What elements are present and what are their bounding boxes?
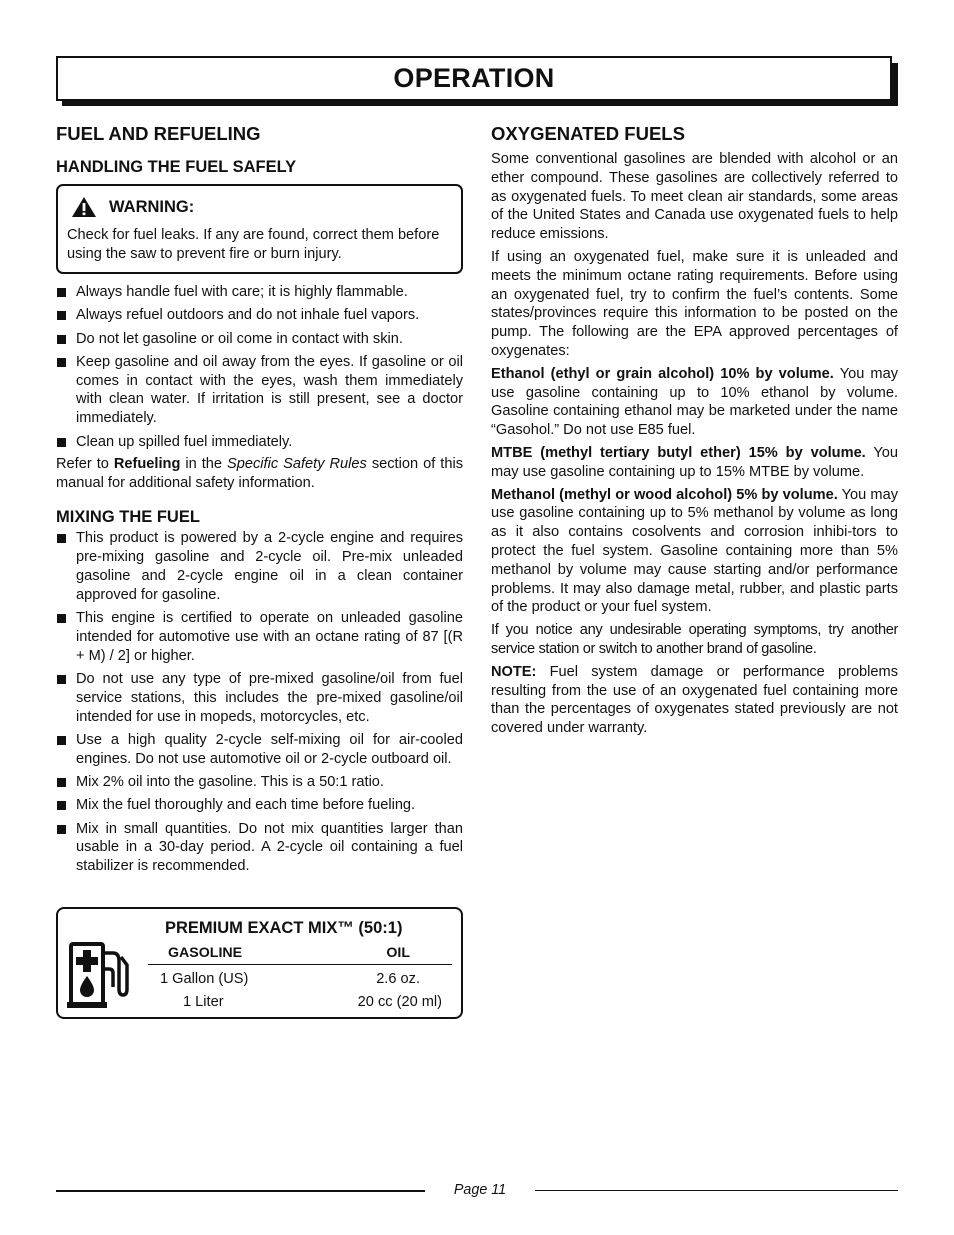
left-column: [56, 122, 463, 881]
list-item: Keep gasoline and oil away from the eyes. If gasoline or oil comes in contact with the eyes, wash them immediately with clean water. If irritation is still present, see a doctor immediately.: [56, 353, 463, 428]
refer-bold: Refueling: [113, 455, 181, 472]
list-item: Always handle fuel with care; it is highly flammable.: [56, 283, 463, 302]
bullet-square-icon: [57, 288, 66, 297]
bullet-square-icon: [57, 534, 66, 543]
oxygenated-para2: If using an oxygenated fuel, make sure it is unleaded and meets the minimum octane rating requirements. Before using an oxygenated fuel, try to confirm the fuel’s contents. Some states/provinces require this information to be posted on the pump. The following are the EPA approved percentages of oxygenates:: [491, 248, 898, 359]
mix-table: [148, 945, 452, 1011]
bullet-square-icon: [57, 736, 66, 745]
list-item: Mix in small quantities. Do not mix quantities larger than usable in a 30-day period. A 2-cycle oil containing a fuel stabilizer is recommended.: [56, 820, 463, 876]
table-row: 1 Liter 20 cc (20 ml): [183, 994, 442, 1010]
subsection-title-handling-fuel: HANDLING THE FUEL SAFELY: [56, 158, 297, 176]
page-title: OPERATION: [393, 63, 555, 93]
list-item: Clean up spilled fuel immediately.: [56, 433, 463, 452]
footer-rule-right: [535, 1190, 898, 1191]
bullet-square-icon: [57, 825, 66, 834]
bullet-square-icon: [57, 675, 66, 684]
header-box: [56, 56, 892, 101]
symptoms-paragraph: If you notice any undesirable operating symptoms, try another service station or switch to another brand of gasoline.: [491, 622, 898, 657]
list-item: Always refuel outdoors and do not inhale fuel vapors.: [56, 306, 463, 325]
refer-paragraph: Refer to Refueling in the Specific Safety Rules section of this manual for additional safety information.: [56, 455, 463, 491]
bullet-square-icon: [57, 311, 66, 320]
mix-col-oil: OIL: [305, 945, 452, 965]
bullet-square-icon: [57, 801, 66, 810]
list-item: Mix 2% oil into the gasoline. This is a 50:1 ratio.: [56, 773, 463, 792]
list-item: Mix the fuel thoroughly and each time before fueling.: [56, 796, 463, 815]
warning-triangle-icon: [71, 196, 97, 218]
bullet-square-icon: [57, 614, 66, 623]
page-number: Page 11: [453, 1182, 507, 1198]
table-row: 1 Gallon (US) 2.6 oz.: [160, 971, 420, 987]
list-item: This product is powered by a 2-cycle engine and requires pre-mixing gasoline and 2-cycle oil. Pre-mix unleaded gasoline and 2-cycle engine oil in a clean container approved for gasoline.: [56, 529, 463, 604]
right-column: [491, 122, 898, 738]
mix-col-gasoline: GASOLINE: [148, 945, 305, 965]
bullet-square-icon: [57, 335, 66, 344]
refer-italic: Specific Safety Rules: [227, 455, 367, 472]
bullet-square-icon: [57, 778, 66, 787]
subsection-title-mixing-fuel: MIXING THE FUEL: [56, 508, 200, 527]
oxygenated-intro: Some conventional gasolines are blended with alcohol or an ether compound. These gasolines are collectively referred to as oxygenated fuels. To meet clean air standards, some areas of the United States and Canada use oxygenated fuels to help reduce emissions.: [491, 151, 898, 243]
list-item: This engine is certified to operate on unleaded gasoline intended for automotive use with an octane rating of 87 [(R + M) / 2] or higher.: [56, 609, 463, 665]
warning-box: [56, 184, 463, 274]
mtbe-paragraph: MTBE (methyl tertiary butyl ether) 15% by volume. You may use gasoline containing up to 15% MTBE by volume.: [491, 444, 899, 480]
bullet-square-icon: [57, 438, 66, 447]
premium-mix-box: [56, 907, 463, 1019]
methanol-paragraph: Methanol (methyl or wood alcohol) 5% by volume. You may use gasoline containing up to 5% methanol by volume as long as it also contains cosolvents and corrosion inhibi-tors to protect the fuel system. Gasoline containing more than 5% methanol by volume may cause starting and/or performance problems. It may also damage metal, rubber, and plastic parts of the product or your fuel system.: [491, 486, 898, 616]
note-paragraph: NOTE: Fuel system damage or performance problems resulting from the use of an oxygenated fuel containing more than the percentages of oxygenates stated previously are not covered under warranty.: [491, 663, 898, 737]
header-banner: [56, 56, 898, 106]
section-title-fuel-and-refueling: FUEL AND REFUELING: [56, 123, 261, 144]
warning-text: Check for fuel leaks. If any are found, correct them before using the saw to prevent fire or burn injury.: [67, 227, 440, 262]
list-item: Do not let gasoline or oil come in contact with skin.: [56, 330, 463, 349]
fuel-pump-icon: [67, 941, 131, 1011]
footer-rule-left: [56, 1190, 425, 1192]
list-item: Do not use any type of pre-mixed gasoline/oil from fuel service stations, this includes the pre-mixed gasoline/oil intended for use in mopeds, motorcycles, etc.: [56, 670, 463, 726]
bullet-square-icon: [57, 358, 66, 367]
warning-label: WARNING:: [109, 197, 195, 216]
warning-heading: [71, 196, 452, 218]
list-item: Use a high quality 2-cycle self-mixing oil for air-cooled engines. Do not use automotive oil or 2-cycle outboard oil.: [56, 731, 463, 769]
section-title-oxygenated-fuels: OXYGENATED FUELS: [491, 123, 685, 144]
mix-box-title: PREMIUM EXACT MIX™ (50:1): [165, 919, 403, 937]
handling-bullet-list: [56, 283, 463, 451]
ethanol-paragraph: Ethanol (ethyl or grain alcohol) 10% by volume. You may use gasoline containing up to 10% ethanol by volume. Gasoline containing ethanol may be marketed under the name “Gasohol.” Do not use E85 fuel.: [491, 365, 899, 439]
mixing-bullet-list: [56, 529, 463, 876]
